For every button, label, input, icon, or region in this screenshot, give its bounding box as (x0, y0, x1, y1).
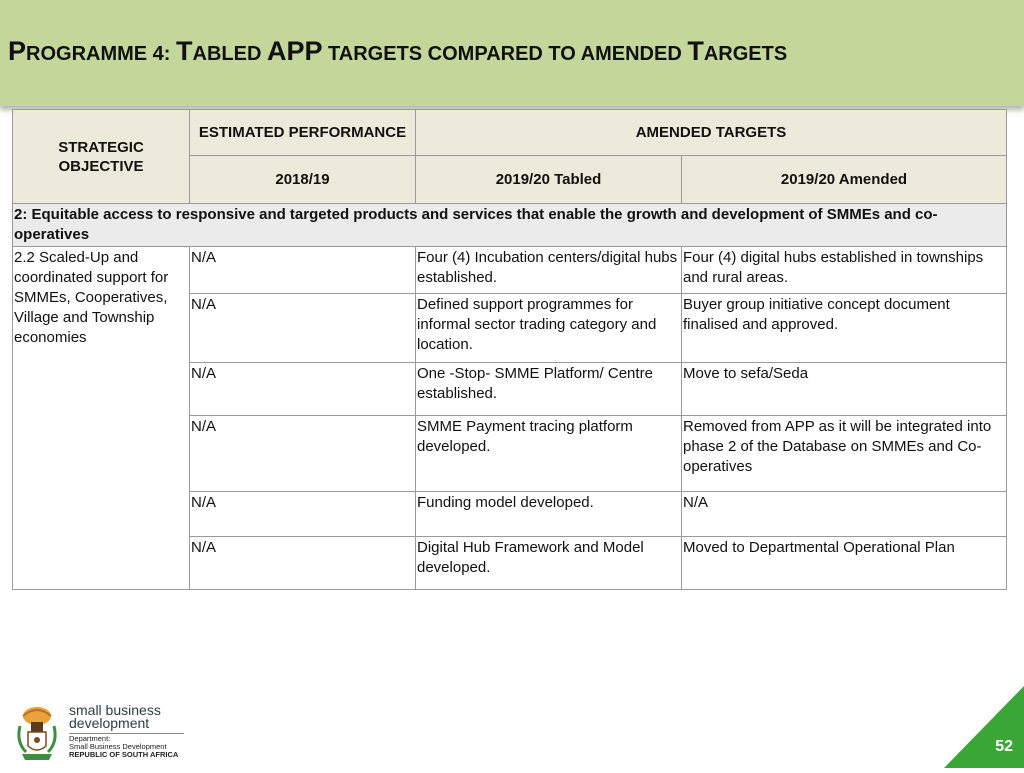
department-name: Small Business Development (69, 742, 167, 751)
estimated-cell: N/A (190, 247, 416, 294)
page-number: 52 (995, 738, 1013, 755)
tabled-cell: Digital Hub Framework and Model developed. (416, 537, 682, 590)
estimated-cell: N/A (190, 492, 416, 537)
targets-table (12, 109, 1007, 590)
header-2019-20-amended: 2019/20 Amended (682, 156, 1007, 204)
coat-of-arms-icon (12, 702, 62, 762)
amended-cell: Moved to Departmental Operational Plan (682, 537, 1007, 590)
tabled-cell: Four (4) Incubation centers/digital hubs established. (416, 247, 682, 294)
slide-title: PROGRAMME 4: TABLED APP TARGETS COMPARED TO AMENDED TARGETS (8, 36, 788, 66)
country-name: REPUBLIC OF SOUTH AFRICA (69, 750, 179, 759)
header-row-1 (13, 110, 1007, 156)
header-amended-targets: AMENDED TARGETS (416, 110, 1007, 156)
estimated-cell: N/A (190, 294, 416, 363)
estimated-cell: N/A (190, 537, 416, 590)
tabled-cell: Funding model developed. (416, 492, 682, 537)
title-band (0, 0, 1024, 106)
page-number-corner (944, 686, 1024, 768)
department-logo (12, 700, 192, 766)
estimated-cell: N/A (190, 363, 416, 416)
tabled-cell: Defined support programmes for informal sector trading category and location. (416, 294, 682, 363)
header-2019-20-tabled: 2019/20 Tabled (416, 156, 682, 204)
header-2018-19: 2018/19 (190, 156, 416, 204)
tabled-cell: One -Stop- SMME Platform/ Centre established. (416, 363, 682, 416)
tabled-cell: SMME Payment tracing platform developed. (416, 416, 682, 492)
amended-cell: Four (4) digital hubs established in townships and rural areas. (682, 247, 1007, 294)
brand-line-2: development (69, 715, 150, 731)
header-strategic-objective: STRATEGIC OBJECTIVE (13, 110, 190, 204)
amended-cell: Move to sefa/Seda (682, 363, 1007, 416)
header-estimated-performance: ESTIMATED PERFORMANCE (190, 110, 416, 156)
table-row (13, 247, 1007, 294)
amended-cell: Removed from APP as it will be integrated into phase 2 of the Database on SMMEs and Co-operatives (682, 416, 1007, 492)
brand-line-1: small business (69, 702, 161, 718)
department-label: Department: (69, 734, 111, 743)
strategic-objective-cell: 2.2 Scaled-Up and coordinated support for SMMEs, Cooperatives, Village and Township economies (13, 247, 190, 590)
amended-cell: Buyer group initiative concept document finalised and approved. (682, 294, 1007, 363)
section-heading: 2: Equitable access to responsive and targeted products and services that enable the growth and development of SMMEs and co-operatives (13, 204, 1007, 247)
amended-cell: N/A (682, 492, 1007, 537)
section-row (13, 204, 1007, 247)
estimated-cell: N/A (190, 416, 416, 492)
